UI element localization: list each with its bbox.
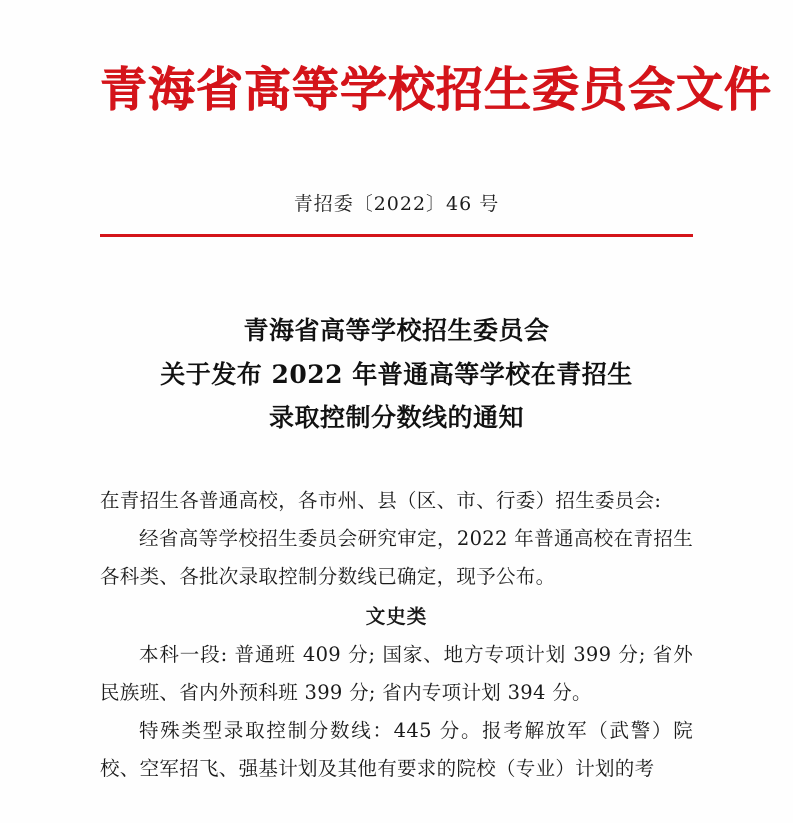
intro-paragraph: 经省高等学校招生委员会研究审定，2022 年普通高校在青招生各科类、各批次录取控制分数线已确定，现予公布。 bbox=[100, 527, 693, 589]
document-number: 青招委〔2022〕46 号 bbox=[293, 192, 500, 215]
issuing-authority-title: 青海省高等学校招生委员会文件 bbox=[100, 63, 772, 118]
notice-title-line-3: 录取控制分数线的通知 bbox=[268, 403, 524, 433]
notice-title-line-1: 青海省高等学校招生委员会 bbox=[243, 315, 550, 345]
score-line-special-types: 特殊类型录取控制分数线：445 分。报考解放军（武警）院校、空军招飞、强基计划及其他有要求的院校（专业）计划的考 bbox=[100, 719, 693, 781]
document-body bbox=[100, 482, 693, 788]
notice-title-line-2: 关于发布 2022 年普通高等学校在青招生 bbox=[160, 359, 633, 389]
red-divider-rule bbox=[100, 234, 693, 237]
section-heading-liberal-arts: 文史类 bbox=[365, 605, 428, 629]
document-header bbox=[100, 0, 772, 121]
score-line-undergraduate-tier-1: 本科一段: 普通班 409 分; 国家、地方专项计划 399 分; 省外民族班、省内外预科班 399 分; 省内专项计划 394 分。 bbox=[100, 643, 693, 705]
addressee-paragraph: 在青招生各普通高校，各市州、县（区、市、行委）招生委员会: bbox=[100, 489, 662, 512]
notice-title bbox=[100, 309, 693, 440]
